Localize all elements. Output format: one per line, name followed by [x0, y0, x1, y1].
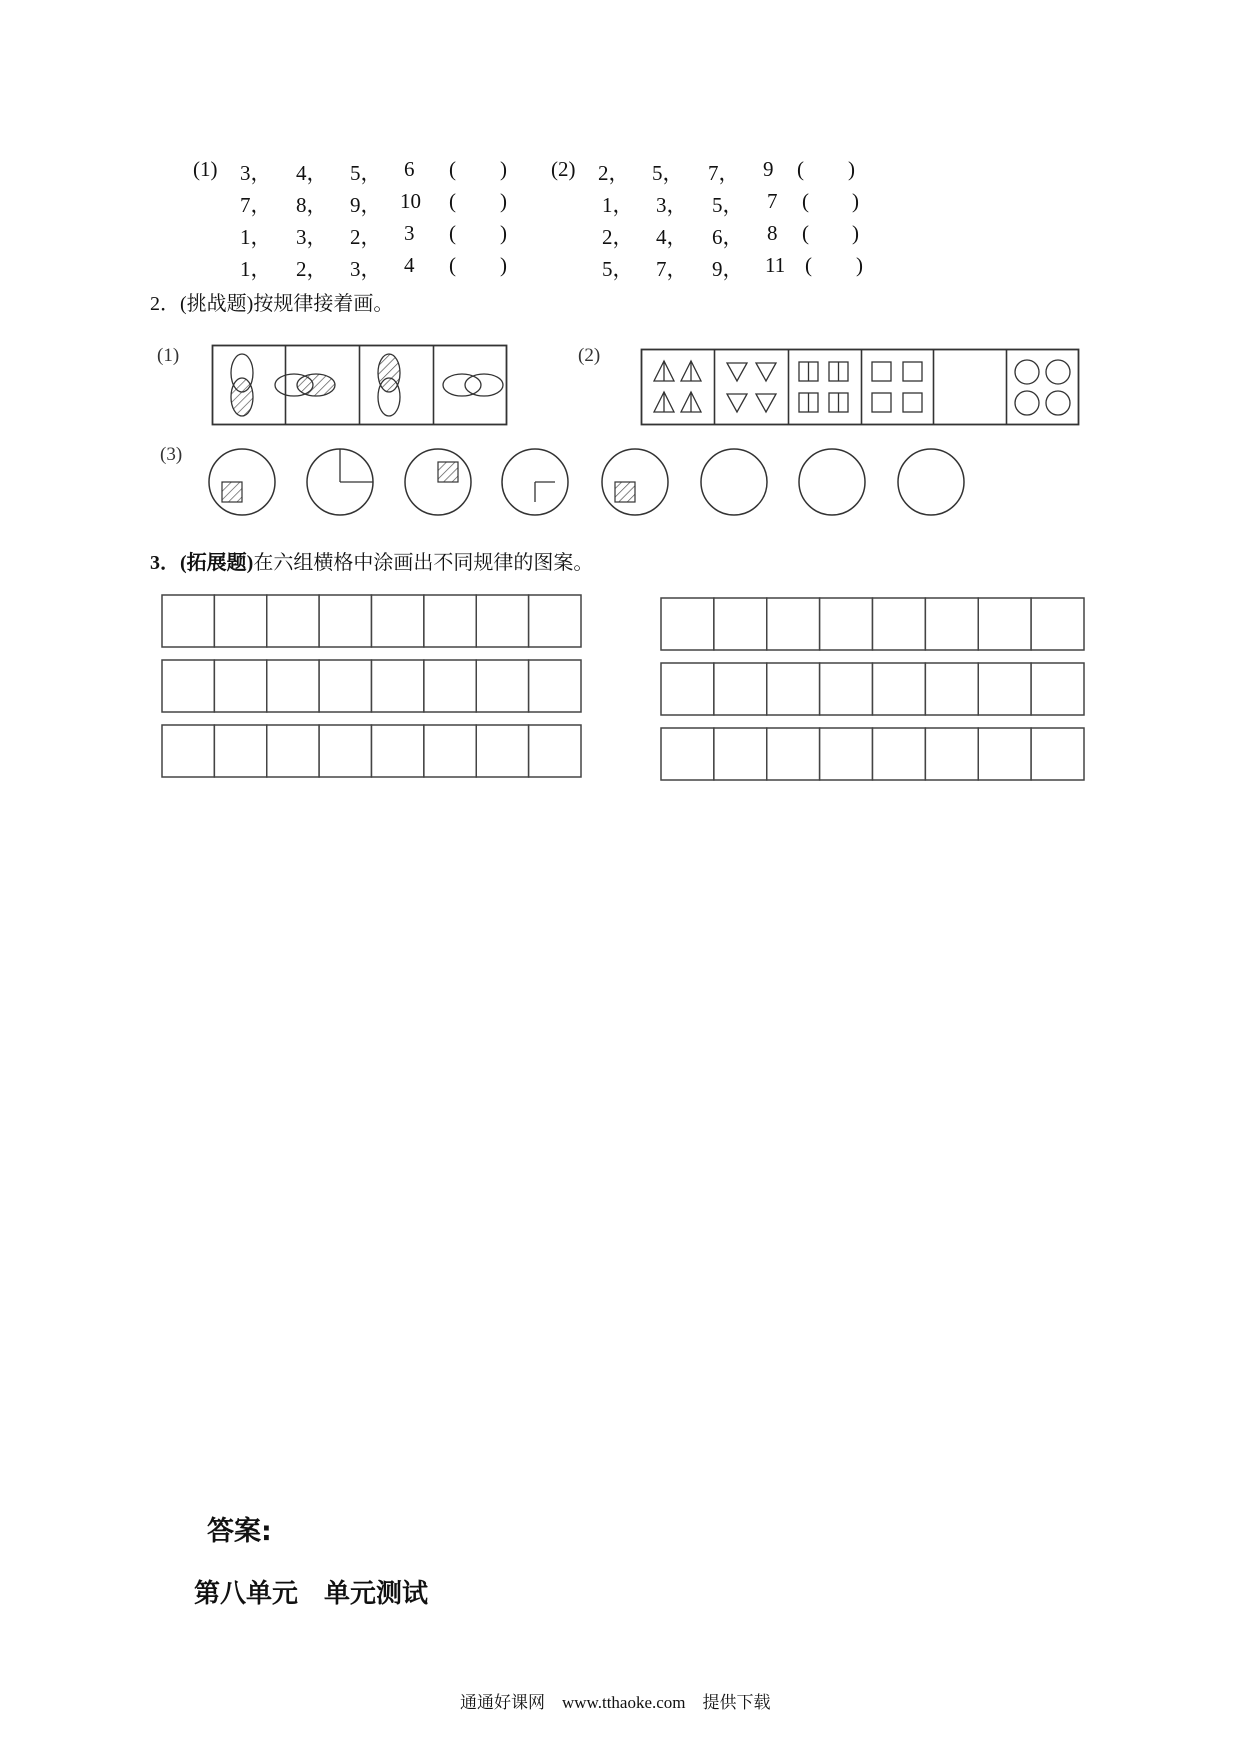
sequence-circle [898, 449, 964, 515]
q2-sub3-label: (3) [160, 444, 183, 465]
seq-value: 9， [350, 193, 382, 217]
triangle-up-icon [654, 361, 701, 412]
grid-cell[interactable] [476, 725, 528, 777]
circle-icon [1015, 360, 1070, 415]
seq-value: 5， [350, 161, 382, 185]
grid-cell[interactable] [529, 725, 581, 777]
q3-text: 在六组横格中涂画出不同规律的图案。 [253, 552, 594, 574]
seq-value: 2， [602, 225, 634, 249]
grid-cell[interactable] [267, 660, 319, 712]
grid-cell[interactable] [162, 725, 214, 777]
q3-heading [150, 546, 593, 575]
answer-paren-open: ( [802, 189, 809, 213]
seq-value: 8， [296, 193, 328, 217]
grid-cell[interactable] [214, 660, 266, 712]
seq-value: 2， [350, 225, 382, 249]
grid-cell[interactable] [319, 660, 371, 712]
grid-cell[interactable] [424, 725, 476, 777]
grid-cell[interactable] [978, 728, 1031, 780]
grid-cell[interactable] [319, 595, 371, 647]
unit-title: 第八单元 单元测试 [194, 1579, 429, 1609]
grid-cell[interactable] [925, 598, 978, 650]
grid-cell[interactable] [714, 663, 767, 715]
sequence-circle [799, 449, 865, 515]
grid-row[interactable] [661, 663, 1084, 715]
seq-value: 3， [296, 225, 328, 249]
square-icon [872, 362, 922, 412]
grid-cell[interactable] [661, 663, 714, 715]
q2-sub2-figure [641, 349, 1079, 425]
ellipse-pair-icon [378, 354, 400, 416]
q3-tag: (拓展题) [180, 552, 254, 574]
seq-value: 7， [656, 257, 688, 281]
ellipse-pair-icon [275, 374, 335, 396]
sequence-circle [209, 449, 275, 515]
q1-label-1: (1) [193, 157, 218, 181]
grid-cell[interactable] [476, 660, 528, 712]
sequence-circle [701, 449, 767, 515]
seq-value: 3， [656, 193, 688, 217]
seq-value: 3 [404, 221, 415, 245]
grid-row[interactable] [661, 728, 1084, 780]
seq-value: 4 [404, 253, 415, 277]
grid-cell[interactable] [1031, 663, 1084, 715]
seq-value: 3， [350, 257, 382, 281]
seq-value: 11 [765, 253, 786, 277]
grid-cell[interactable] [661, 598, 714, 650]
grid-cell[interactable] [714, 728, 767, 780]
grid-cell[interactable] [661, 728, 714, 780]
grid-cell[interactable] [873, 663, 926, 715]
answer-paren-close: ) [852, 189, 859, 213]
grid-cell[interactable] [978, 663, 1031, 715]
seq-value: 9 [763, 157, 774, 181]
grid-cell[interactable] [424, 595, 476, 647]
grid-cell[interactable] [476, 595, 528, 647]
seq-value: 7， [708, 161, 740, 185]
grid-cell[interactable] [372, 595, 424, 647]
grid-cell[interactable] [767, 598, 820, 650]
grid-cell[interactable] [873, 598, 926, 650]
grid-cell[interactable] [372, 725, 424, 777]
q2-number: 2． [150, 293, 180, 315]
q3-number: 3． [150, 552, 180, 574]
seq-value: 2， [598, 161, 630, 185]
seq-value: 4， [656, 225, 688, 249]
grid-cell[interactable] [529, 660, 581, 712]
seq-value: 6 [404, 157, 415, 181]
q2-sub2-label: (2) [578, 345, 601, 366]
seq-value: 7， [240, 193, 272, 217]
answer-paren-open: ( [805, 253, 812, 277]
answer-paren-close: ) [852, 221, 859, 245]
grid-cell[interactable] [978, 598, 1031, 650]
q2-sub1-label: (1) [157, 345, 180, 366]
q3-grid-right [660, 597, 1085, 782]
grid-cell[interactable] [162, 660, 214, 712]
q2-text: 按规律接着画。 [253, 293, 394, 315]
q2-tag: (挑战题) [180, 293, 254, 315]
sequence-circle [405, 449, 471, 515]
grid-cell[interactable] [424, 660, 476, 712]
q2-sub3-figure [200, 445, 980, 523]
answer-paren-close: ) [500, 253, 507, 277]
seq-value: 10 [400, 189, 421, 213]
q1-label-2: (2) [551, 157, 576, 181]
sequence-circle [602, 449, 668, 515]
answer-paren-close: ) [500, 189, 507, 213]
grid-row[interactable] [661, 598, 1084, 650]
grid-cell[interactable] [1031, 598, 1084, 650]
answer-paren-open: ( [802, 221, 809, 245]
grid-cell[interactable] [820, 728, 873, 780]
footer-text: 通通好课网 www.tthaoke.com 提供下载 [460, 1693, 771, 1712]
seq-value: 5， [602, 257, 634, 281]
answer-paren-open: ( [449, 189, 456, 213]
grid-row[interactable] [162, 595, 581, 647]
grid-row[interactable] [162, 725, 581, 777]
answer-paren-open: ( [797, 157, 804, 181]
grid-cell[interactable] [529, 595, 581, 647]
q3-grid-left [161, 594, 582, 779]
grid-row[interactable] [162, 660, 581, 712]
split-square-icon [799, 362, 848, 412]
answer-paren-close: ) [500, 157, 507, 181]
grid-cell[interactable] [873, 728, 926, 780]
grid-cell[interactable] [1031, 728, 1084, 780]
ellipse-pair-icon [231, 354, 253, 416]
sequence-circle [307, 449, 373, 515]
ellipse-pair-icon [443, 374, 503, 396]
sequence-circle [502, 449, 568, 515]
seq-value: 1， [240, 225, 272, 249]
seq-value: 8 [767, 221, 778, 245]
grid-cell[interactable] [714, 598, 767, 650]
grid-cell[interactable] [925, 728, 978, 780]
grid-cell[interactable] [319, 725, 371, 777]
seq-value: 7 [767, 189, 778, 213]
answers-heading: 答案: [207, 1516, 272, 1547]
seq-value: 9， [712, 257, 744, 281]
grid-cell[interactable] [214, 725, 266, 777]
answer-paren-close: ) [856, 253, 863, 277]
grid-cell[interactable] [767, 728, 820, 780]
grid-cell[interactable] [214, 595, 266, 647]
grid-cell[interactable] [820, 663, 873, 715]
answer-paren-open: ( [449, 157, 456, 181]
triangle-down-icon [727, 363, 776, 412]
answer-paren-open: ( [449, 221, 456, 245]
seq-value: 1， [602, 193, 634, 217]
q2-heading [150, 287, 393, 316]
seq-value: 5， [712, 193, 744, 217]
grid-cell[interactable] [267, 725, 319, 777]
answer-paren-open: ( [449, 253, 456, 277]
grid-cell[interactable] [267, 595, 319, 647]
grid-cell[interactable] [925, 663, 978, 715]
seq-value: 3， [240, 161, 272, 185]
grid-cell[interactable] [820, 598, 873, 650]
q2-sub1-figure [212, 345, 507, 425]
sub2-frame [642, 350, 1079, 425]
answer-paren-close: ) [500, 221, 507, 245]
grid-cell[interactable] [162, 595, 214, 647]
seq-value: 1， [240, 257, 272, 281]
seq-value: 6， [712, 225, 744, 249]
seq-value: 2， [296, 257, 328, 281]
grid-cell[interactable] [372, 660, 424, 712]
answer-paren-close: ) [848, 157, 855, 181]
grid-cell[interactable] [767, 663, 820, 715]
seq-value: 4， [296, 161, 328, 185]
seq-value: 5， [652, 161, 684, 185]
